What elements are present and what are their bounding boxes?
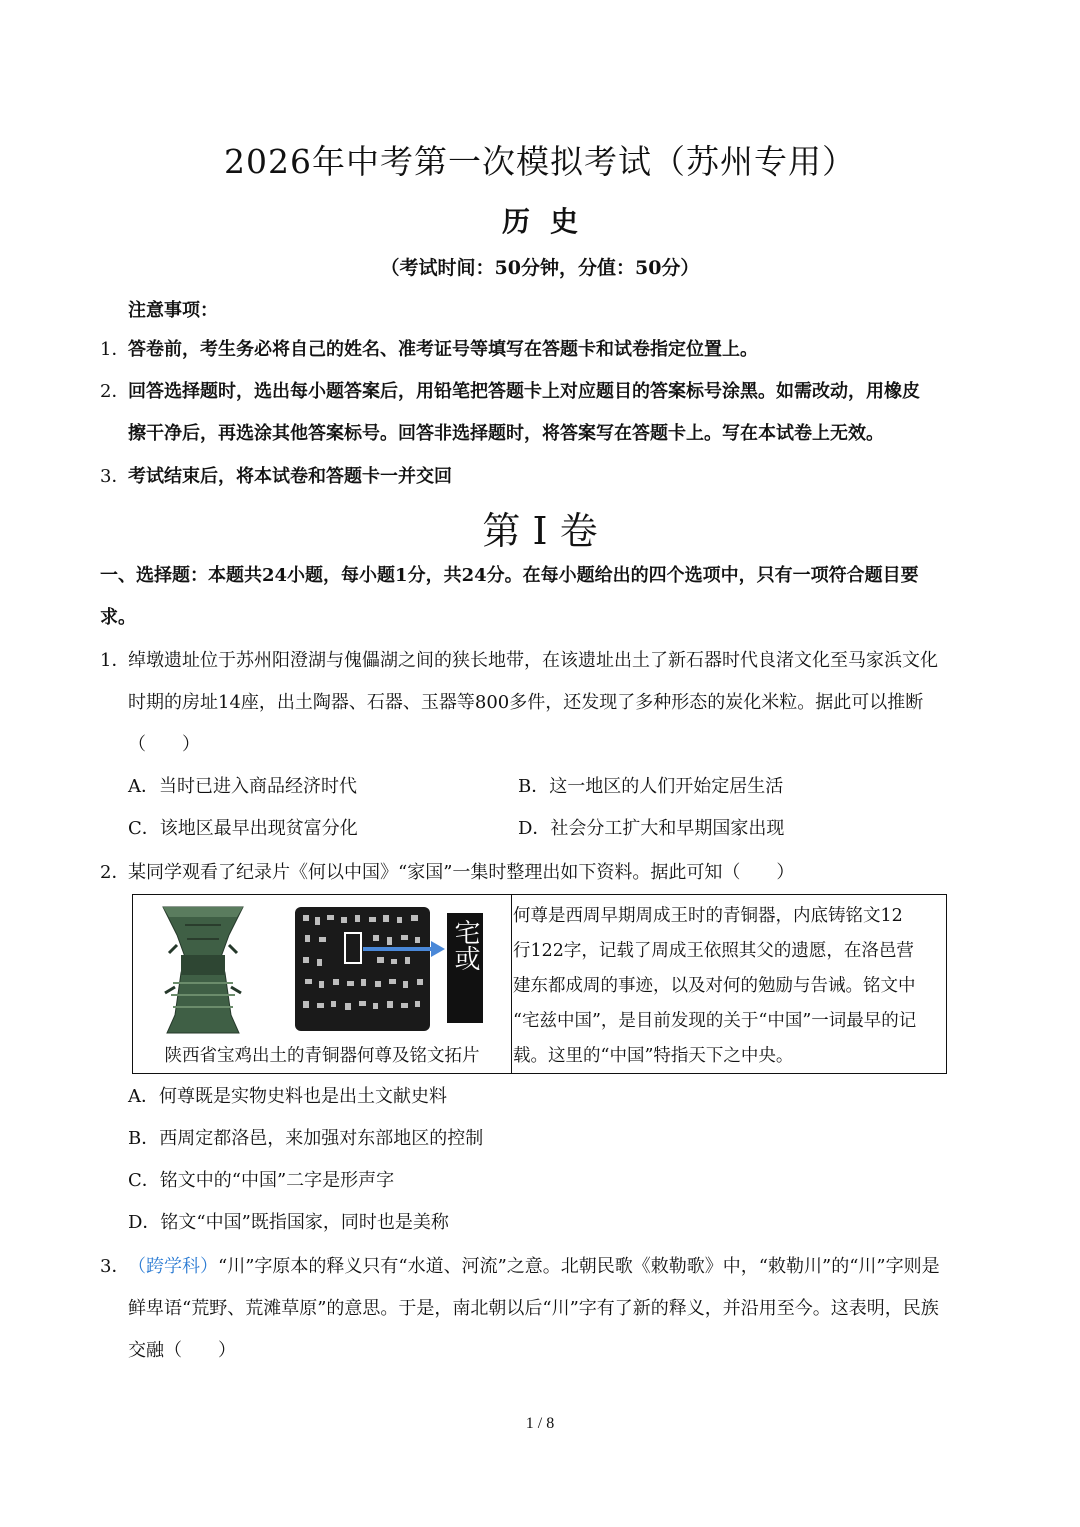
notes-heading: 注意事项： [128,300,218,321]
question-stem: 时期的房址14座，出土陶器、石器、玉器等800多件，还发现了多种形态的炭化米粒。据此可以推断 [128,692,924,713]
option-b[interactable]: B．这一地区的人们开始定居生活 [518,776,784,797]
source-material-table [132,894,947,1074]
exam-title: 2026年中考第一次模拟考试（苏州专用） [224,142,856,181]
option-d[interactable]: D．社会分工扩大和早期国家出现 [518,818,785,839]
question-number: 3． [100,1256,130,1277]
note-number: 3． [100,466,130,487]
volume-heading: 第 I 卷 [482,509,598,553]
option-b[interactable]: B．西周定都洛邑，来加强对东部地区的控制 [128,1128,484,1149]
exam-info: （考试时间：50分钟，分值：50分） [380,257,700,279]
option-d[interactable]: D．铭文“中国”既指国家，同时也是美称 [128,1212,449,1233]
section-line: 求。 [100,607,136,628]
bronze-vessel-figure [133,895,511,1040]
option-c[interactable]: C．该地区最早出现贫富分化 [128,818,358,839]
question-number: 1． [100,650,130,671]
inscription-rubbing-image [295,907,430,1031]
question-stem: 交融（ ） [128,1340,236,1361]
note-text: 回答选择题时，选出每小题答案后，用铅笔把答题卡上对应题目的答案标号涂黑。如需改动，用橡皮 [128,381,920,402]
material-line: 载。这里的“中国”特指天下之中央。 [513,1046,794,1066]
option-a[interactable]: A．当时已进入商品经济时代 [128,776,357,797]
question-stem: 绰墩遗址位于苏州阳澄湖与傀儡湖之间的狭长地带，在该遗址出土了新石器时代良渚文化至马家浜文化 [128,650,938,671]
figure-cell [133,895,512,1073]
question-2-stem [100,852,990,894]
option-c[interactable]: C．铭文中的“中国”二字是形声字 [128,1170,395,1191]
material-line: 建东都成周的事迹，以及对何的勉励与告诫。铭文中 [513,976,916,996]
note-text-cont: 擦干净后，再选涂其他答案标号。回答非选择题时，将答案写在答题卡上。写在本试卷上无效。 [128,423,884,444]
question-2-options [100,1076,990,1244]
question-stem: 鲜卑语“荒野、荒滩草原”的意思。于是，南北朝以后“川”字有了新的释义，并沿用至今。这表明，民族 [128,1298,939,1319]
note-number: 2． [100,381,130,402]
page-number: 1 / 8 [525,1415,555,1432]
section-line: 一、选择题：本题共24小题，每小题1分，共24分。在每小题给出的四个选项中，只有一项符合题目要 [100,565,919,586]
question-3 [100,1246,990,1372]
note-number: 1． [100,339,130,360]
material-line: 行122字，记载了周成王依照其父的遗愿，在洛邑营 [513,941,914,961]
note-item [100,371,990,455]
enlarged-glyph-text: 宅或 [450,919,480,971]
enlarged-glyphs [447,913,483,1023]
material-line: “宅兹中国”，是目前发现的关于“中国”一词最早的记 [513,1011,917,1031]
question-stem: “川”字原本的释义只有“水道、河流”之意。北朝民歌《敕勒歌》中，“敕勒川”的“川”字则是 [218,1256,940,1277]
bronze-zun-image [163,907,243,1033]
note-item [100,456,990,498]
answer-blank: （ ） [128,734,200,755]
material-line: 何尊是西周早期周成王时的青铜器，内底铸铭文12 [513,906,903,926]
subject-title: 历史 [501,205,598,238]
question-number: 2． [100,862,130,883]
note-text: 考试结束后，将本试卷和答题卡一并交回 [128,466,452,487]
cross-discipline-tag: （跨学科） [128,1256,218,1277]
section-heading [100,555,990,639]
option-a[interactable]: A．何尊既是实物史料也是出土文献史料 [128,1086,447,1107]
question-stem: 某同学观看了纪录片《何以中国》“家国”一集时整理出如下资料。据此可知（ ） [128,862,795,883]
note-text: 答卷前，考生务必将自己的姓名、准考证号等填写在答题卡和试卷指定位置上。 [128,339,758,360]
material-text [513,899,945,1074]
note-item [100,329,990,371]
figure-caption: 陕西省宝鸡出土的青铜器何尊及铭文拓片 [164,1046,480,1066]
question-1 [100,640,990,850]
